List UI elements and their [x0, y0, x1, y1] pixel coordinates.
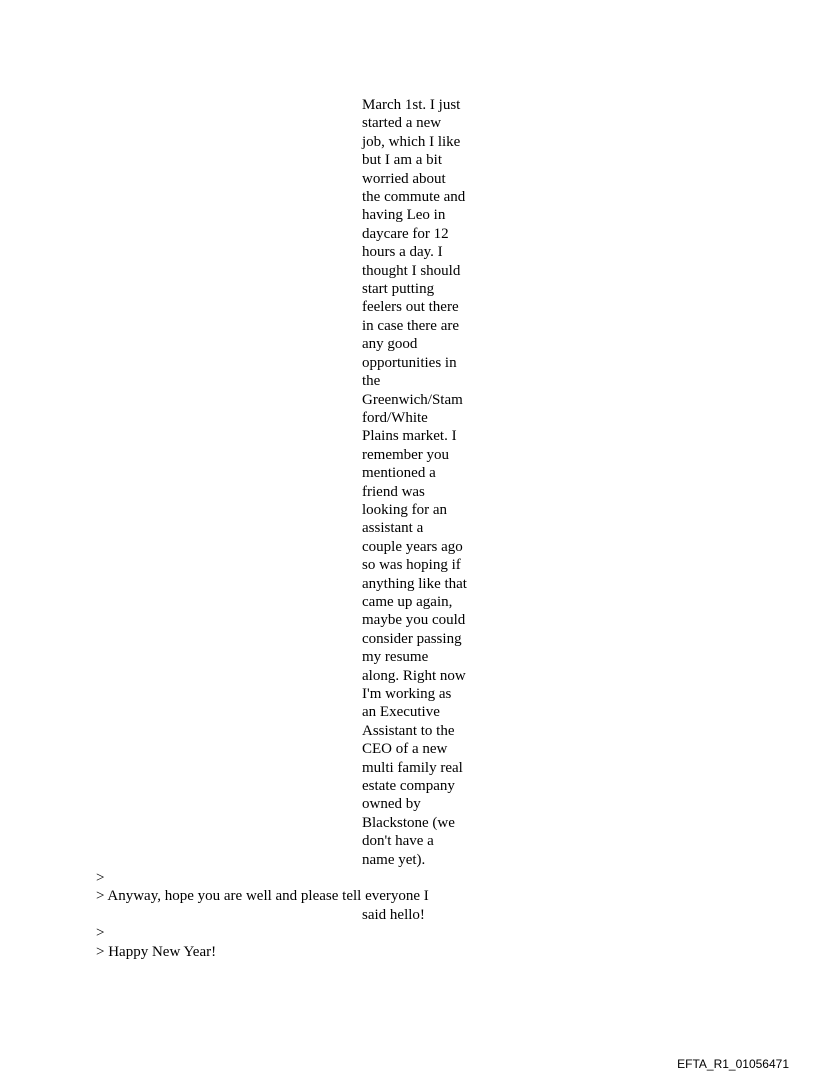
body-line: my resume [362, 649, 429, 666]
body-line: Plains market. I [362, 428, 457, 445]
body-line: don't have a [362, 833, 434, 850]
body-line: thought I should [362, 262, 461, 279]
body-line: remember you [362, 446, 450, 463]
quote-blank-line: > [96, 925, 105, 942]
body-line: ford/White [362, 409, 428, 426]
body-line: estate company [362, 778, 455, 795]
body-line: but I am a bit [362, 152, 442, 169]
body-line: Blackstone (we [362, 814, 455, 831]
document-id: EFTA_R1_01056471 [677, 1057, 789, 1071]
body-line: multi family real [362, 759, 463, 776]
body-line: start putting [362, 281, 435, 298]
body-line: I'm working as [362, 686, 452, 702]
quote-blank-line: > [96, 870, 105, 886]
body-line: an Executive [362, 704, 440, 721]
anyway-line: > Anyway, hope you are well and please tell everyone I [96, 888, 429, 905]
body-line: came up again, [362, 593, 453, 610]
body-line: looking for an [362, 501, 447, 518]
body-line: started a new [362, 115, 442, 132]
body-line: assistant a [362, 520, 424, 537]
email-body-column [362, 96, 480, 869]
body-line: in case there are [362, 317, 460, 334]
body-line: hours a day. I [362, 244, 443, 261]
body-line: daycare for 12 [362, 225, 449, 242]
body-line: couple years ago [362, 538, 463, 555]
body-line: feelers out there [362, 299, 459, 316]
body-line: along. Right now [362, 667, 466, 684]
body-line: owned by [362, 796, 421, 813]
body-line: job, which I like [362, 133, 461, 150]
body-line: any good [362, 336, 418, 353]
body-line: consider passing [362, 630, 462, 647]
body-line: maybe you could [362, 612, 466, 629]
body-line: friend was [362, 483, 425, 500]
body-line: March 1st. I just [362, 97, 461, 113]
body-line: opportunities in [362, 354, 457, 371]
body-line: Greenwich/Stam [362, 391, 463, 408]
quoted-closing-block [96, 869, 429, 961]
body-line: mentioned a [362, 465, 436, 482]
body-line: CEO of a new [362, 741, 448, 758]
body-line: having Leo in [362, 207, 446, 224]
body-line: Assistant to the [362, 722, 455, 739]
body-line: the commute and [362, 189, 466, 206]
body-line: name yet). [362, 851, 426, 868]
body-line: so was hoping if [362, 557, 461, 574]
body-line: the [362, 373, 381, 390]
anyway-continuation-line: said hello! [362, 906, 425, 923]
closing-line: > Happy New Year! [96, 943, 217, 960]
body-line: anything like that [362, 575, 467, 592]
body-line: worried about [362, 170, 446, 187]
